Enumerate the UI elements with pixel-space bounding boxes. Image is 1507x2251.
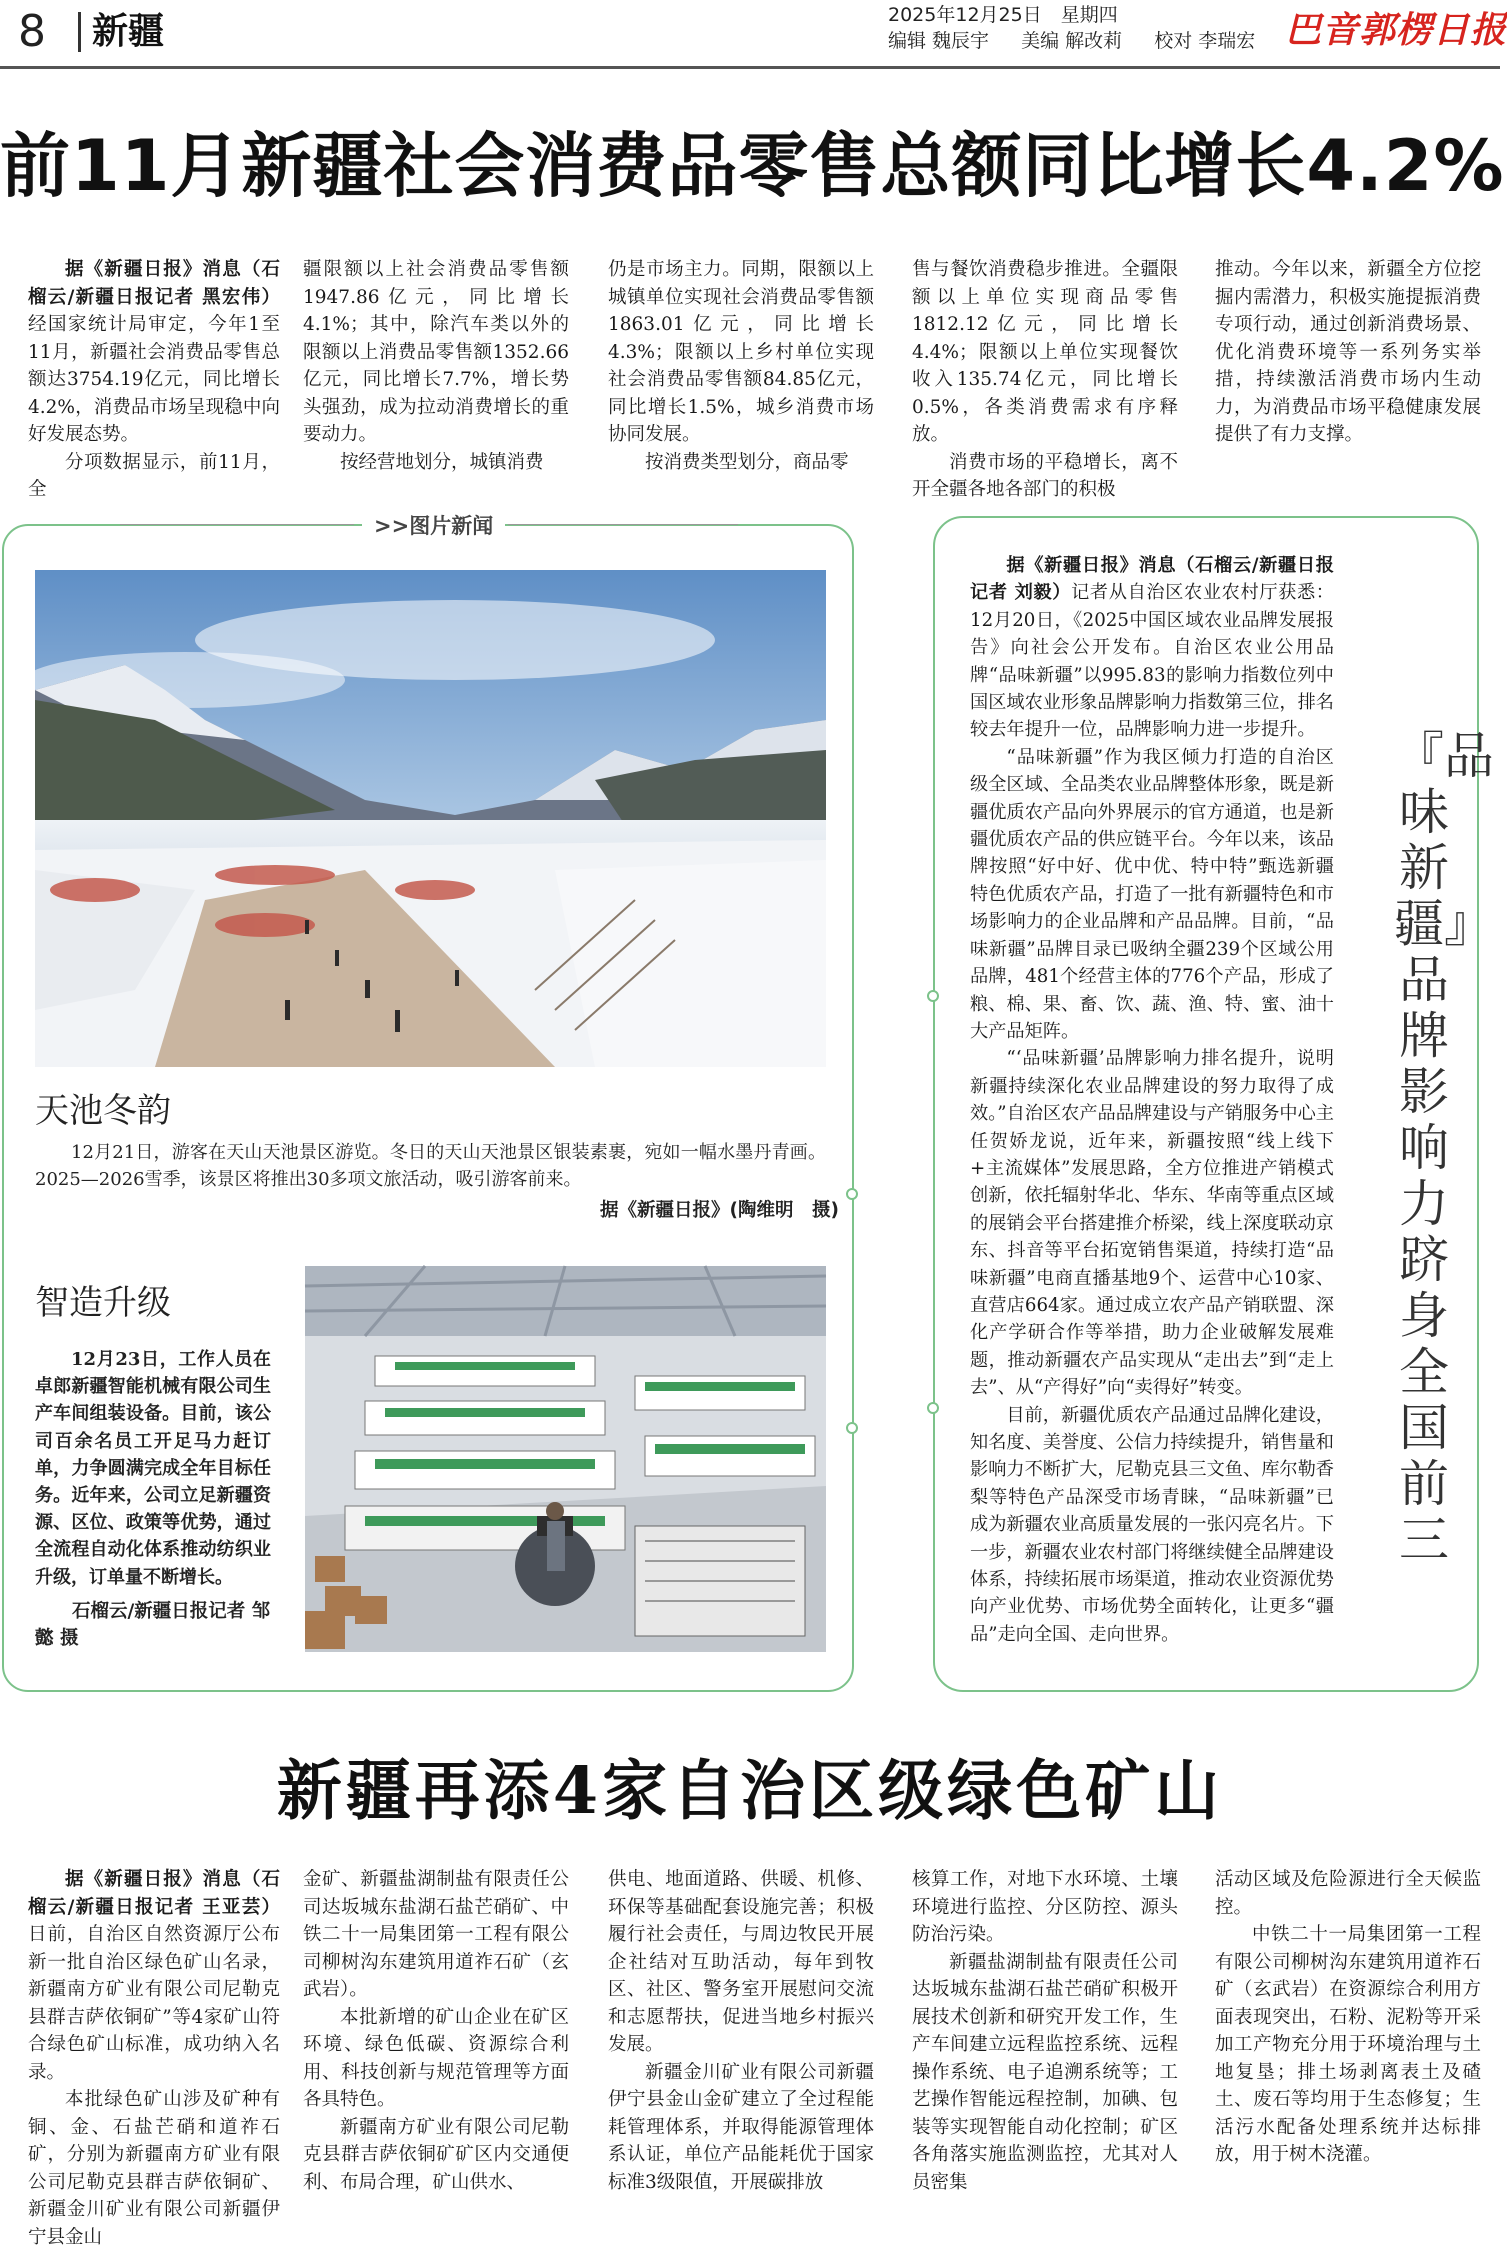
article1-col4-text: 售与餐饮消费稳步推进。全疆限额以上单位实现商品零售1812.12亿元，同比增长4.4%；限额以上单位实现餐饮收入135.74亿元，同比增长0.5%，各类消费需求有序释放。 (912, 259, 1178, 445)
photo1-title: 天池冬韵 (35, 1091, 171, 1131)
factory-workshop-photo-drawing (305, 1266, 826, 1652)
article1-col1-text-b: 分项数据显示，前11月，全 (28, 451, 280, 500)
box-connector-dot (927, 1402, 939, 1414)
article1-col5-text: 推动。今年以来，新疆全方位挖掘内需潜力，积极实施提振消费专项行动，通过创新消费场景、优化消费环境等一系列务实举措，持续激活消费市场内生动力，为消费品市场平稳健康发展提供了有力支撑。 (1215, 259, 1481, 445)
article2-col4-text-b: 新疆盐湖制盐有限责任公司达坂城东盐湖石盐芒硝矿积极开展技术创新和研究开发工作，生产车间建立远程监控系统、远程操作系统、电子追溯系统等；工艺操作智能远程控制，加碘、包装等实现智能自动化控制；矿区各角落实施监测监控，尤其对人员密集 (912, 1951, 1178, 2193)
photo2-caption: 12月23日，工作人员在卓郎新疆智能机械有限公司生产车间组装设备。目前，该公司百余名员工开足马力赶订单，力争圆满完成全年目标任务。近年来，公司立足新疆资源、区位、政策等优势，通过全流程自动化体系推动纺织业升级，订单量不断增长。 (35, 1349, 271, 1588)
article2-column-1 (28, 1866, 280, 2248)
tianchi-winter-photo (35, 570, 826, 1067)
article2-col1-text-b: 本批绿色矿山涉及矿种有铜、金、石盐芒硝和道祚石矿，分别为新疆南方矿业有限公司尼勒克县群吉萨依铜矿、新疆金川矿业有限公司新疆伊宁县金山 (28, 2089, 280, 2248)
article1-column-5 (1215, 256, 1481, 468)
brand-article-byline: 据《新疆日报》消息（石榴云/新疆日报记者 刘毅） (970, 555, 1334, 604)
article2-col1-text: 日前，自治区自然资源厅公布新一批自治区绿色矿山名录，新疆南方矿业有限公司尼勒克县群吉萨依铜矿”等4家矿山符合绿色矿山标准，成功纳入名录。 (28, 1924, 280, 2083)
article2-column-4 (912, 1866, 1178, 2193)
article2-column-3 (608, 1866, 874, 2193)
box-connector-dot (927, 990, 939, 1002)
article2-col3-text-b: 新疆金川矿业有限公司新疆伊宁县金山金矿建立了全过程能耗管理体系，并取得能源管理体系认证，单位产品能耗优于国家标准3级限值，开展碳排放 (608, 2061, 874, 2193)
brand-article-title: 『品味新疆』品牌影响力跻身全国前三 (1394, 727, 1494, 1569)
article1-column-4 (912, 256, 1178, 500)
box-connector-dot (846, 1422, 858, 1434)
article2-column-5 (1215, 1866, 1481, 2186)
brand-article-p1: 记者从自治区农业农村厅获悉：12月20日，《2025中国区域农业品牌发展报告》向社会公开发布。自治区农业公用品牌“品味新疆”以995.83的影响力指数位列中国区域农业形象品牌影响力指数第三位，排名较去年提升一位，品牌影响力进一步提升。 (970, 582, 1334, 741)
newspaper-logo: 巴音郭楞日报 (1285, 9, 1507, 51)
header-rule (0, 66, 1500, 69)
editor-credit: 编辑 魏辰宇 (888, 30, 990, 52)
tianchi-winter-photo-drawing (35, 570, 826, 1067)
article2-col2-text: 金矿、新疆盐湖制盐有限责任公司达坂城东盐湖石盐芒硝矿、中铁二十一局集团第一工程有限公司柳树沟东建筑用道祚石矿（玄武岩）。 (303, 1869, 569, 2000)
photo2-title: 智造升级 (35, 1283, 171, 1323)
article1-column-2 (303, 256, 569, 473)
article1-col2-text: 疆限额以上社会消费品零售额1947.86亿元，同比增长4.1%；其中，除汽车类以外的限额以上消费品零售额1352.66亿元，同比增长7.7%，增长势头强劲，成为拉动消费增长的重要动力。 (303, 259, 569, 445)
article2-col2-text-c: 新疆南方矿业有限公司尼勒克县群吉萨依铜矿矿区内交通便利、布局合理，矿山供水、 (303, 2116, 569, 2193)
article1-column-3 (608, 256, 874, 473)
issue-date: 2025年12月25日 星期四 (888, 4, 1118, 26)
brand-article-p4: 目前，新疆优质农产品通过品牌化建设，知名度、美誉度、公信力持续提升，销售量和影响力不断扩大，尼勒克县三文鱼、库尔勒香梨等特色产品深受市场青睐，“品味新疆”已成为新疆农业高质量发展的一张闪亮名片。下一步，新疆农业农村部门将继续健全品牌建设体系，持续拓展市场渠道，推动农业资源优势向产业优势、市场优势全面转化，让更多“疆品”走向全国、走向世界。 (970, 1404, 1334, 1645)
article2-col5-text-b: 中铁二十一局集团第一工程有限公司柳树沟东建筑用道祚石矿（玄武岩）在资源综合利用方面表现突出，石粉、泥粉等开采加工产物充分用于环境治理与土地复垦；排土场剥离表土及碴土、废石等均用于生态修复；生活污水配备处理系统并达标排放，用于树木浇灌。 (1215, 1924, 1481, 2165)
photo-news-rule-left (120, 524, 354, 525)
brand-article-p3: “‘品味新疆’品牌影响力排名提升，说明新疆持续深化农业品牌建设的努力取得了成效。”自治区农产品品牌建设与产销服务中心主任贺娇龙说，近年来，新疆按照“线上线下+主流媒体”发展思路，全方位推进产销模式创新，依托辐射华北、华东、华南等重点区域的展销会平台搭建推介桥梁，线上深度联动京东、抖音等平台拓宽销售渠道，持续打造“品味新疆”电商直播基地9个、运营中心10家、直营店664家。通过成立农产品产销联盟、深化产学研合作等举措，助力企业破解发展难题，推动新疆农产品实现从“走出去”到“走上去”、从“产得好”向“卖得好”转变。 (970, 1048, 1334, 1399)
art-editor-credit: 美编 解改莉 (1021, 30, 1123, 52)
brand-article-p2: “品味新疆”作为我区倾力打造的自治区级全区域、全品类农业品牌整体形象，既是新疆优质农产品向外界展示的官方通道，也是新疆优质农产品的供应链平台。今年以来，该品牌按照“好中好、优中优、特中特”甄选新疆特色优质农产品，打造了一批有新疆特色和市场影响力的企业品牌和产品品牌。目前，“品味新疆”品牌目录已吸纳全疆239个区域公用品牌，481个经营主体的776个产品，形成了粮、棉、果、畜、饮、蔬、渔、特、蜜、油十大产品矩阵。 (970, 746, 1334, 1042)
article2-col5-text: 活动区域及危险源进行全天候监控。 (1215, 1869, 1481, 1918)
section-name: 新疆 (92, 11, 165, 52)
editorial-credits (888, 26, 1281, 53)
article2-col2-text-b: 本批新增的矿山企业在矿区环境、绿色低碳、资源综合利用、科技创新与规范管理等方面各具特色。 (303, 2006, 569, 2110)
article1-col2-text-b: 按经营地划分，城镇消费 (340, 451, 544, 473)
article1-col3-text-b: 按消费类型划分，商品零 (645, 451, 849, 473)
brand-article-body (970, 552, 1334, 1654)
proofreader-credit: 校对 李瑞宏 (1154, 30, 1256, 52)
article2-col3-text: 供电、地面道路、供暖、机修、环保等基础配套设施完善；积极履行社会责任，与周边牧民开展企社结对互助活动，每年到牧区、社区、警务室开展慰问交流和志愿帮扶，促进当地乡村振兴发展。 (608, 1869, 874, 2055)
photo1-credit: 据《新疆日报》(陶维明 摄) (600, 1200, 839, 1221)
article1-col4-text-b: 消费市场的平稳增长，离不开全疆各地各部门的积极 (912, 451, 1178, 500)
article2-byline: 据《新疆日报》消息（石榴云/新疆日报记者 王亚芸） (28, 1869, 280, 1918)
page-number: 8 (18, 6, 46, 57)
article2-column-2 (303, 1866, 569, 2193)
article1-col3-text: 仍是市场主力。同期，限额以上城镇单位实现社会消费品零售额1863.01亿元，同比增长4.3%；限额以上乡村单位实现社会消费品零售额84.85亿元，同比增长1.5%，城乡消费市场协同发展。 (608, 259, 874, 445)
photo-news-label: >>图片新闻 (362, 510, 505, 540)
article1-column-1 (28, 256, 280, 500)
article2-col4-text: 核算工作，对地下水环境、土壤环境进行监控、分区防控、源头防治污染。 (912, 1869, 1178, 1945)
factory-workshop-photo (305, 1266, 826, 1652)
article1-col1-text: 经国家统计局审定，今年1至11月，新疆社会消费品零售总额达3754.19亿元，同比增长4.2%，消费品市场呈现稳中向好发展态势。 (28, 314, 280, 445)
article1-headline: 前11月新疆社会消费品零售总额同比增长4.2% (0, 125, 1505, 207)
photo1-caption: 12月21日，游客在天山天池景区游览。冬日的天山天池景区银装素裹，宛如一幅水墨丹青画。2025—2026雪季，该景区将推出30多项文旅活动，吸引游客前来。 (35, 1142, 826, 1190)
photo-news-rule-right (508, 524, 738, 525)
header-divider (78, 12, 81, 52)
article2-headline: 新疆再添4家自治区级绿色矿山 (276, 1753, 1224, 1829)
article1-byline: 据《新疆日报》消息（石榴云/新疆日报记者 黑宏伟） (28, 259, 280, 308)
box-connector-dot (846, 1188, 858, 1200)
photo2-credit: 石榴云/新疆日报记者 邹懿 摄 (35, 1601, 271, 1649)
